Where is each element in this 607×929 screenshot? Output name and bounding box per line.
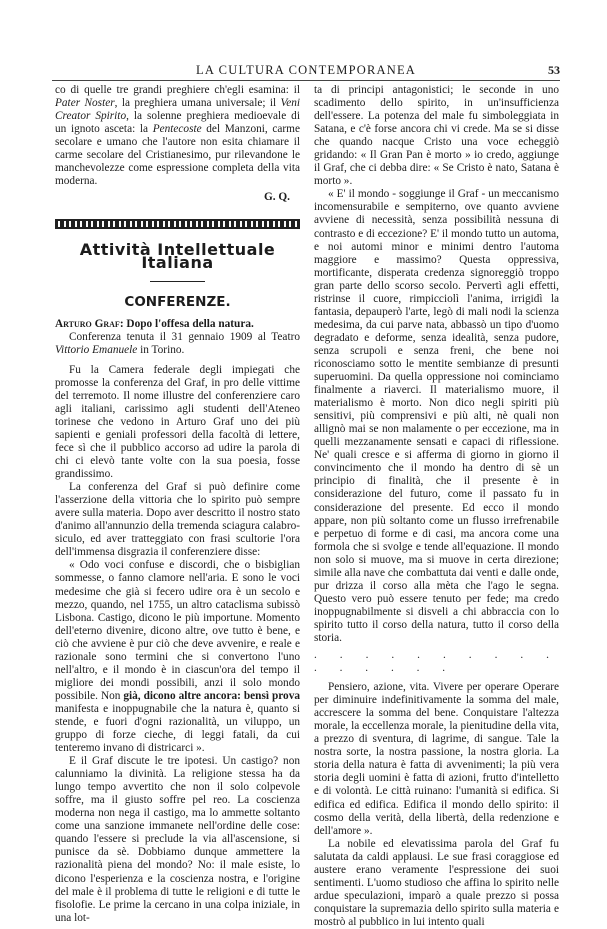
text-run: , la preghiera umana universale; il	[114, 97, 281, 110]
article-title: Dopo l'offesa della natura.	[126, 317, 254, 330]
page-number: 53	[548, 63, 560, 77]
text-run: Pensiero, azione, vita. Vivere per operare Operare per diminuire indefinitivamente la somma del male, accrescere la somma del bene. Conquistare l'altezza morale, la eccellenza morale, la pienitudine della vita, a prezzo di sventura, di lagrime, di sangue. Tale la nostra sorte, la nostra passione, la nostra gloria. La storia della natura è fatta di avvenimenti; la più vera storia degli uomini è fatta di azioni, frutto d'intelletto e di volontà. Le città ruinano: l'umanità si edifica. Si edifica ed edifica. Edifica il mondo dello spirito: il cosmo della verità, della libertà, della redenzione e dell'amore ».	[314, 681, 559, 837]
header-rule	[52, 80, 560, 81]
text-run: « Odo voci confuse e discordi, che o bisbiglian sommesse, o fanno clamore nell'aria. E sono le voci medesime che già si fecero udire ora è un secolo e mezzo, quando, nel 1755, un altro cataclisma subissò Lisbona. Castigo, dicono le più importune. Momento dell'eterno divenire, dicono altre, ove tutto è bene, e ciò che avviene è pur ciò che deve avvenire, e reale e razionale sono termini che si convertono l'uno nell'altro, e il mondo è in ciascun'ora del tempo il migliore dei mondi possibili, anzi il solo mondo possibile. Non	[55, 559, 300, 702]
section-title: Attività Intellettuale Italiana	[79, 240, 276, 273]
body-paragraph	[314, 84, 559, 188]
text-run: Pentecoste	[152, 123, 202, 136]
body-paragraph	[55, 364, 300, 481]
title-rule	[150, 281, 205, 282]
text-run: del Manzoni, carme secolare e umano che l'autore non esita chiamare il carme secolare del Cristianesimo, pur rilevandone le manchevolezze come espressione completa della vita moderna.	[55, 123, 300, 188]
body-paragraph	[314, 681, 559, 838]
intro-paragraph	[55, 84, 300, 188]
text-run: Veni Creator Spirito	[55, 97, 300, 123]
article-author: Arturo Graf:	[55, 317, 124, 330]
body-paragraph	[314, 838, 559, 929]
text-run: Vittorio Emanuele	[55, 343, 138, 356]
text-run: La nobile ed elevatissima parola del Graf fu salutata da caldi applausi. Le sue frasi coraggiose ed austere erano veramente l'espressione dei suoi sentimenti. L'uomo studioso che affina lo spirito nelle ardue speculazioni, imparò a quale prezzo si possa conquistare la supremazia dello spirito sulla materia e mostrò al pubblico in lui intento quali	[314, 837, 559, 928]
left-body	[55, 364, 300, 925]
ornamental-divider	[55, 219, 300, 229]
article-subtitle	[55, 331, 300, 357]
text-run: in Torino.	[137, 343, 185, 356]
text-run: ta di principi antagonistici; le seconde in uno scadimento dello spirito, in un'insufficienza dell'essere. La potenza del male fu simboleggiata in Satana, e c'è forse ancora chi vi crede. Ma se si disse che quando nacque Cristo una voce echeggiò gridando: « Il Gran Pan è morto » io credo, aggiunge il Graf, che ci debba dire: « Se Cristo è nato, Satana è morto ».	[314, 84, 559, 188]
running-header	[52, 62, 560, 78]
text-run: Pater Noster	[55, 97, 115, 110]
article-heading	[55, 318, 300, 331]
text-run: Conferenza tenuta il 31 gennaio 1909 al Teatro	[69, 330, 300, 343]
body-paragraph	[55, 481, 300, 559]
text-run: co di quelle tre grandi preghiere ch'egli esamina: il	[55, 84, 300, 96]
signature: G. Q.	[263, 191, 290, 204]
right-column	[314, 84, 559, 929]
text-run: già, dicono altre ancora: bensì prova	[123, 689, 300, 702]
text-run: Fu la Camera federale degli impiegati che promosse la conferenza del Graf, in pro delle vittime del terremoto. Il nome illustre del conferenziere caro agli italiani, carissimo agli studenti dell'Ateneo torinese che vedono in Arturo Graf uno dei più sapienti e geniali professori della facoltà di lettere, fece sì che il pubblico accorso ad udire la parola di chi ci elevò tante volte con la sua poesia, fosse grandissimo.	[55, 363, 300, 481]
left-column	[55, 84, 300, 925]
text-run: , la solenne preghiera medioevale di un ignoto asceta: la	[55, 110, 300, 136]
body-paragraph	[55, 559, 300, 755]
ellipsis-row: . . . . . . . . . . . . . . . .	[314, 649, 559, 675]
text-run: « E' il mondo - soggiunge il Graf - un meccanismo incomensurabile e sempiterno, ove quanto avviene avviene di necessità, senza possibilità nessuna di contrasto e di eccezione? E' il mondo tutto un automa, e noi automi minor e minimi dentro l'automa maggiore e massimo? Questa oppressiva, mortificante, disperata credenza signoreggiò troppo gran parte dello scorso secolo. Pervertì agli effetti, ristrinse il cuore, rimpicciolì l'anima, irrigidì la fantasia, depauperò l'arte, legò di mali nodi la scienza medesima, da cui parve nata, abbassò un tipo d'uomo degradato e deforme, senza idealità, senza pudore, senza scrupoli e senza freni, che bene noi riconosciamo sotto le mentite sembianze di presunti superuomini. Da quella oppressione noi cominciamo finalmente a riaverci. Il materialismo muore, il materialismo è morto. Non dico negli spiriti più sensitivi, più comprensivi e più alti, nè quali non allignò mai se non malamente o per eccezione, ma in quelli mezzanamente sensati e capaci di riflessione. Ne' quali cresce e si afferma di giorno in giorno il convincimento che il mondo ha dentro di sè un principio di finalità, che il presente è in considerazione del futuro, come il passato fu in considerazione del presente. Ed ecco il mondo appare, non più soltanto come un flusso irrefrenabile e perpetuo di forme e di casi, ma ancora come una formola che si svolge e tende all'equazione. Il mondo non solo si muove, ma si muove in certa direzione; simile alla nave che combattuta dai venti e dalle onde, pur drizza il corso alla mèta che l'ago le segna. Questo vero può essere tenuto per fede; ma credo inoppugnabilmente si disveli a chi abbraccia con lo spirito tutto il corso della natura, tutto il corso della storia.	[314, 188, 559, 644]
text-run: La conferenza del Graf si può definire come l'asserzione della vittoria che lo spirito può sempre avere sulla materia. Dopo aver descritto il nostro stato d'animo all'annunzio della tremenda sciagura calabro-siculo, ed aver tratteggiato con frasi scultorie l'ora dell'immensa disgrazia il conferenziere disse:	[55, 481, 300, 559]
journal-title: LA CULTURA CONTEMPORANEA	[195, 63, 417, 77]
text-run: E il Graf discute le tre ipotesi. Un castigo? non calunniamo la divinità. La religione stessa ha da lungo tempo avvertito che non il solo colpevole soffre, ma il giusto soffre pel reo. La coscienza moderna non nega il castigo, ma lo ammette soltanto come una sanzione immanete nell'ordine delle cose: quando l'essere si preclude la via all'ascensione, si punisce da sè. Dobbiamo dunque ammettere la razionalità piena del mondo? No: il male esiste, lo dicono l'esperienza e la coscienza nostra, e l'origine del male è il problema di tutte le religioni e di tutte le fisolofie. Le prime la cercano in una colpa iniziale, in una lot-	[55, 755, 300, 924]
text-run: manifesta e inoppugnabile che la natura è, quanto si stende, e fuori d'ogni razionalità, un viluppo, un gruppo di forze cieche, di leggi fatali, da cui tenteremo invano di districarci ».	[55, 702, 300, 755]
subsection-title: CONFERENZE.	[124, 293, 231, 310]
body-paragraph	[55, 755, 300, 925]
body-paragraph	[314, 188, 559, 645]
